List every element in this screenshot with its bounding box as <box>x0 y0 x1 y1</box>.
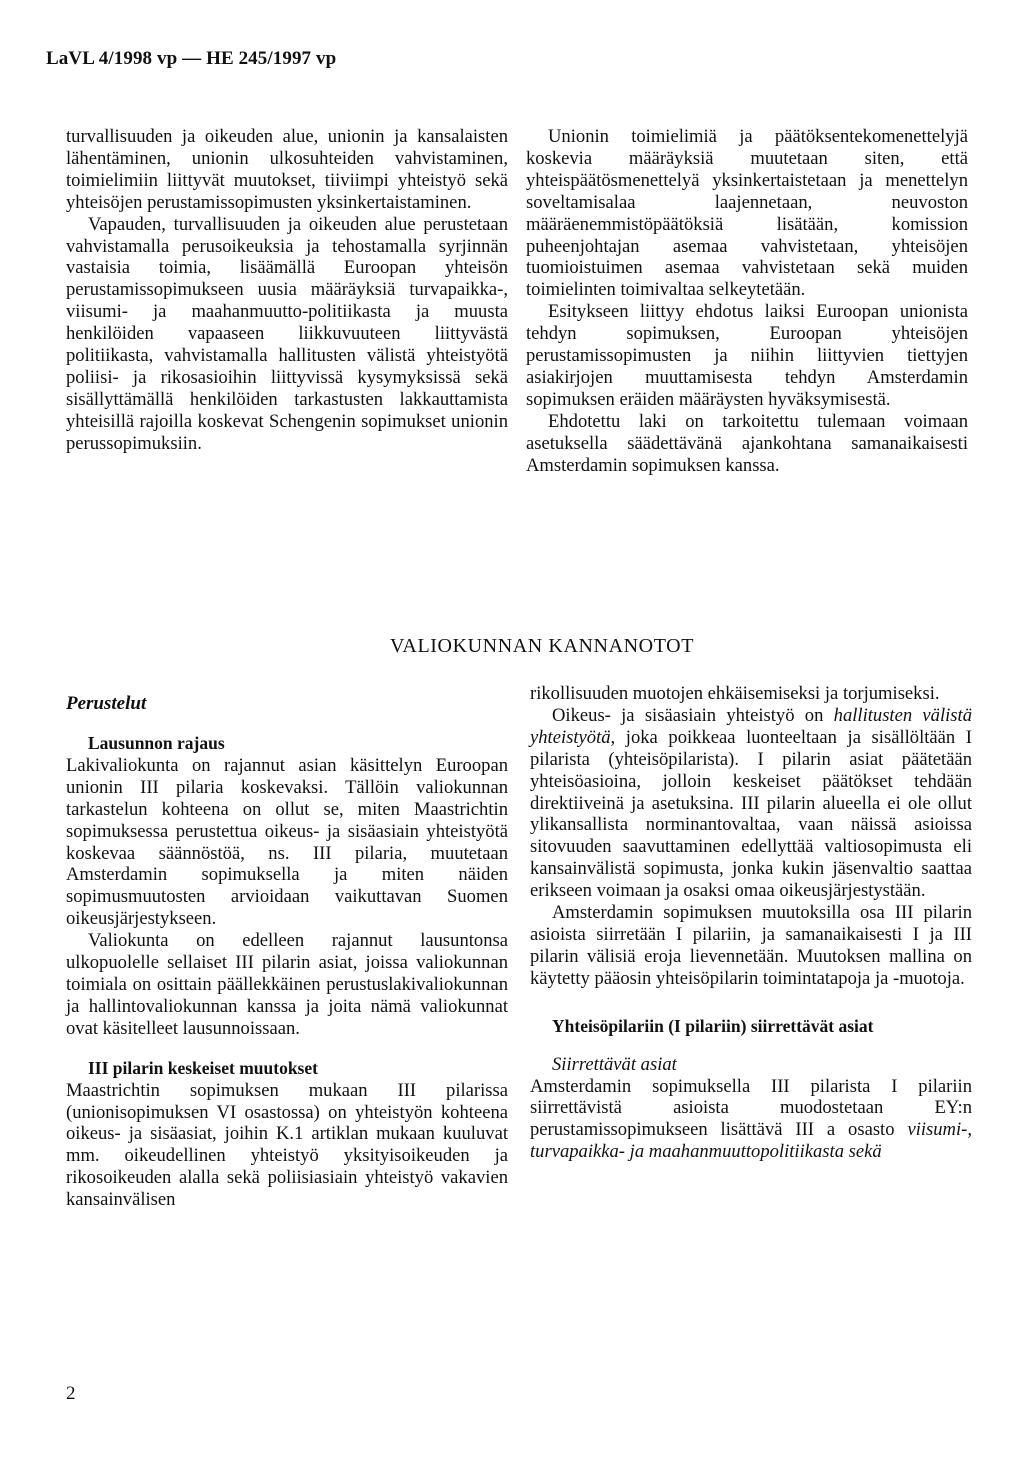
section-title: VALIOKUNNAN KANNANOTOT <box>389 635 695 657</box>
text-run: Amsterdamin sopimuksella III pilarista I pilariin siirrettävistä asioista muodostetaan EY:n perustamissopimukseen lisättävä III a osasto <box>530 1075 972 1141</box>
paragraph: Lakivaliokunta on rajannut asian käsittelyn Euroopan unionin III pilaria koskevaksi. Tällöin valiokunnan tarkastelun kohteena on ollut se, miten Maastrichtin sopimuksessa perustettua oikeus- ja sisäasiain yhteistyötä koskevaa säännöstöä, ns. III pilaria, muutetaan Amsterdamin sopimuksella ja miten näiden sopimusmuutosten arvioidaan vaikuttavan Suomen oikeusjärjestykseen. <box>66 754 508 930</box>
paragraph <box>530 705 972 902</box>
paragraph: turvallisuuden ja oikeuden alue, unionin ja kansalaisten lähentäminen, unionin ulkosuhteiden vahvistaminen, toimielimiin liittyvät muutokset, tiiviimpi yhteistyö sekä yhteisöjen perustamissopimusten yksinkertaistaminen. <box>66 126 508 213</box>
paragraph: Maastrichtin sopimuksen mukaan III pilarissa (unionisopimuksen VI osastossa) on yhteistyön kohteena oikeus- ja sisäasiat, joihin K.1 artiklan mukaan kuuluvat mm. oikeudellinen yhteistyö yksityisoikeuden ja rikosoikeuden alalla sekä poliisiasiain yhteistyö vakavien kansainvälisen <box>66 1079 508 1211</box>
bottom-right-column <box>530 683 972 1163</box>
paragraph: rikollisuuden muotojen ehkäisemiseksi ja torjumiseksi. <box>530 683 940 704</box>
top-right-column <box>526 126 968 477</box>
text-run: Oikeus- ja sisäasiain yhteistyö on <box>552 704 834 726</box>
paragraph: Vapauden, turvallisuuden ja oikeuden alue perustetaan vahvistamalla perusoikeuksia ja tehostamalla syrjinnän vastaisia toimia, lisäämällä Euroopan yhteisön perustamissopimukseen uusia määräyksiä turvapaikka-, viisumi- ja maahanmuutto-politiikasta ja muusta henkilöiden vapaaseen liikkuvuuteen liittyvästä politiikasta, vahvistamalla hallitusten välistä yhteistyötä poliisi- ja rikosasioihin liittyvissä kysymyksissä sekä sisällyttämällä henkilöiden tarkastusten lakkauttamista yhteisillä rajoilla koskevat Schengenin sopimukset unionin perussopimuksiin. <box>66 213 508 454</box>
emphasis-text: hallitusten välistä yhteistyötä, <box>530 704 972 748</box>
paragraph: Unionin toimielimiä ja päätöksentekomenettelyjä koskevia määräyksiä muutetaan siten, että yhteispäätösmenettelyä yksinkertaistetaan ja menettelyn soveltamisalaa laajennetaan, neuvoston määräenemmistöpäätöksiä lisätään, komission puheenjohtajan asemaa vahvistetaan, yhteisöjen tuomioistuimen asemaa vahvistetaan sekä muiden toimielinten toimivaltaa selkeytetään. <box>526 126 968 301</box>
paragraph: Ehdotettu laki on tarkoitettu tulemaan voimaan asetuksella säädettävänä ajankohtana samanaikaisesti Amsterdamin sopimuksen kanssa. <box>526 410 968 476</box>
subheading-siirrettavat-asiat: Yhteisöpilariin (I pilariin) siirrettävät asiat <box>552 1015 874 1036</box>
page-number: 2 <box>66 1383 76 1404</box>
text-run: joka poikkeaa luonteeltaan ja sisällöltään I pilarista (yhteisöpilarista). I pilarin asiat päätetään yhteisöasioina, jolloin keskeiset päätökset tehdään direktiiveinä ja asetuksina. III pilarin alueella ei ole ollut ylikansallista norminantovaltaa, vaan näissä asioissa sitovuuden saavuttaminen edellyttää valtiosopimusta eli kansainvälistä sopimusta, jonka kukin jäsenvaltio saattaa erikseen voimaan ja osaksi omaa oikeusjärjestystään. <box>530 726 972 902</box>
perustelut-heading: Perustelut <box>66 693 147 714</box>
paragraph: Amsterdamin sopimuksen muutoksilla osa III pilarin asioista siirretään I pilariin, ja samanaikaisesti I ja III pilarin välisiä eroja lievennetään. Muutoksen mallina on käytetty pääosin yhteisöpilarin toimintatapoja ja -muotoja. <box>530 902 972 989</box>
paragraph: Valiokunta on edelleen rajannut lausuntonsa ulkopuolelle sellaiset III pilarin asiat, joissa valiokunnan toimiala on osittain päällekkäinen perustuslakivaliokunnan ja hallintovaliokunnan kanssa ja joita nämä valiokunnat ovat käsitelleet lausunnoissaan. <box>66 930 508 1039</box>
emphasis-text: viisumi-, turvapaikka- ja maahanmuuttopolitiikasta sekä <box>530 1119 972 1163</box>
running-header: LaVL 4/1998 vp — HE 245/1997 vp <box>46 48 337 69</box>
subheading-keskeiset-muutokset: III pilarin keskeiset muutokset <box>88 1057 318 1078</box>
paragraph <box>530 1076 972 1164</box>
bottom-left-column <box>66 683 508 1211</box>
top-left-column <box>66 126 508 455</box>
subheading-lausunnon-rajaus: Lausunnon rajaus <box>88 733 225 753</box>
italic-subheading: Siirrettävät asiat <box>552 1053 677 1075</box>
paragraph: Esitykseen liittyy ehdotus laiksi Euroopan unionista tehdyn sopimuksen, Euroopan yhteisöjen perustamissopimusten ja niihin liittyvien tiettyjen asiakirjojen muuttamisesta tehdyn Amsterdamin sopimuksen eräiden määräysten hyväksymisestä. <box>526 301 968 410</box>
